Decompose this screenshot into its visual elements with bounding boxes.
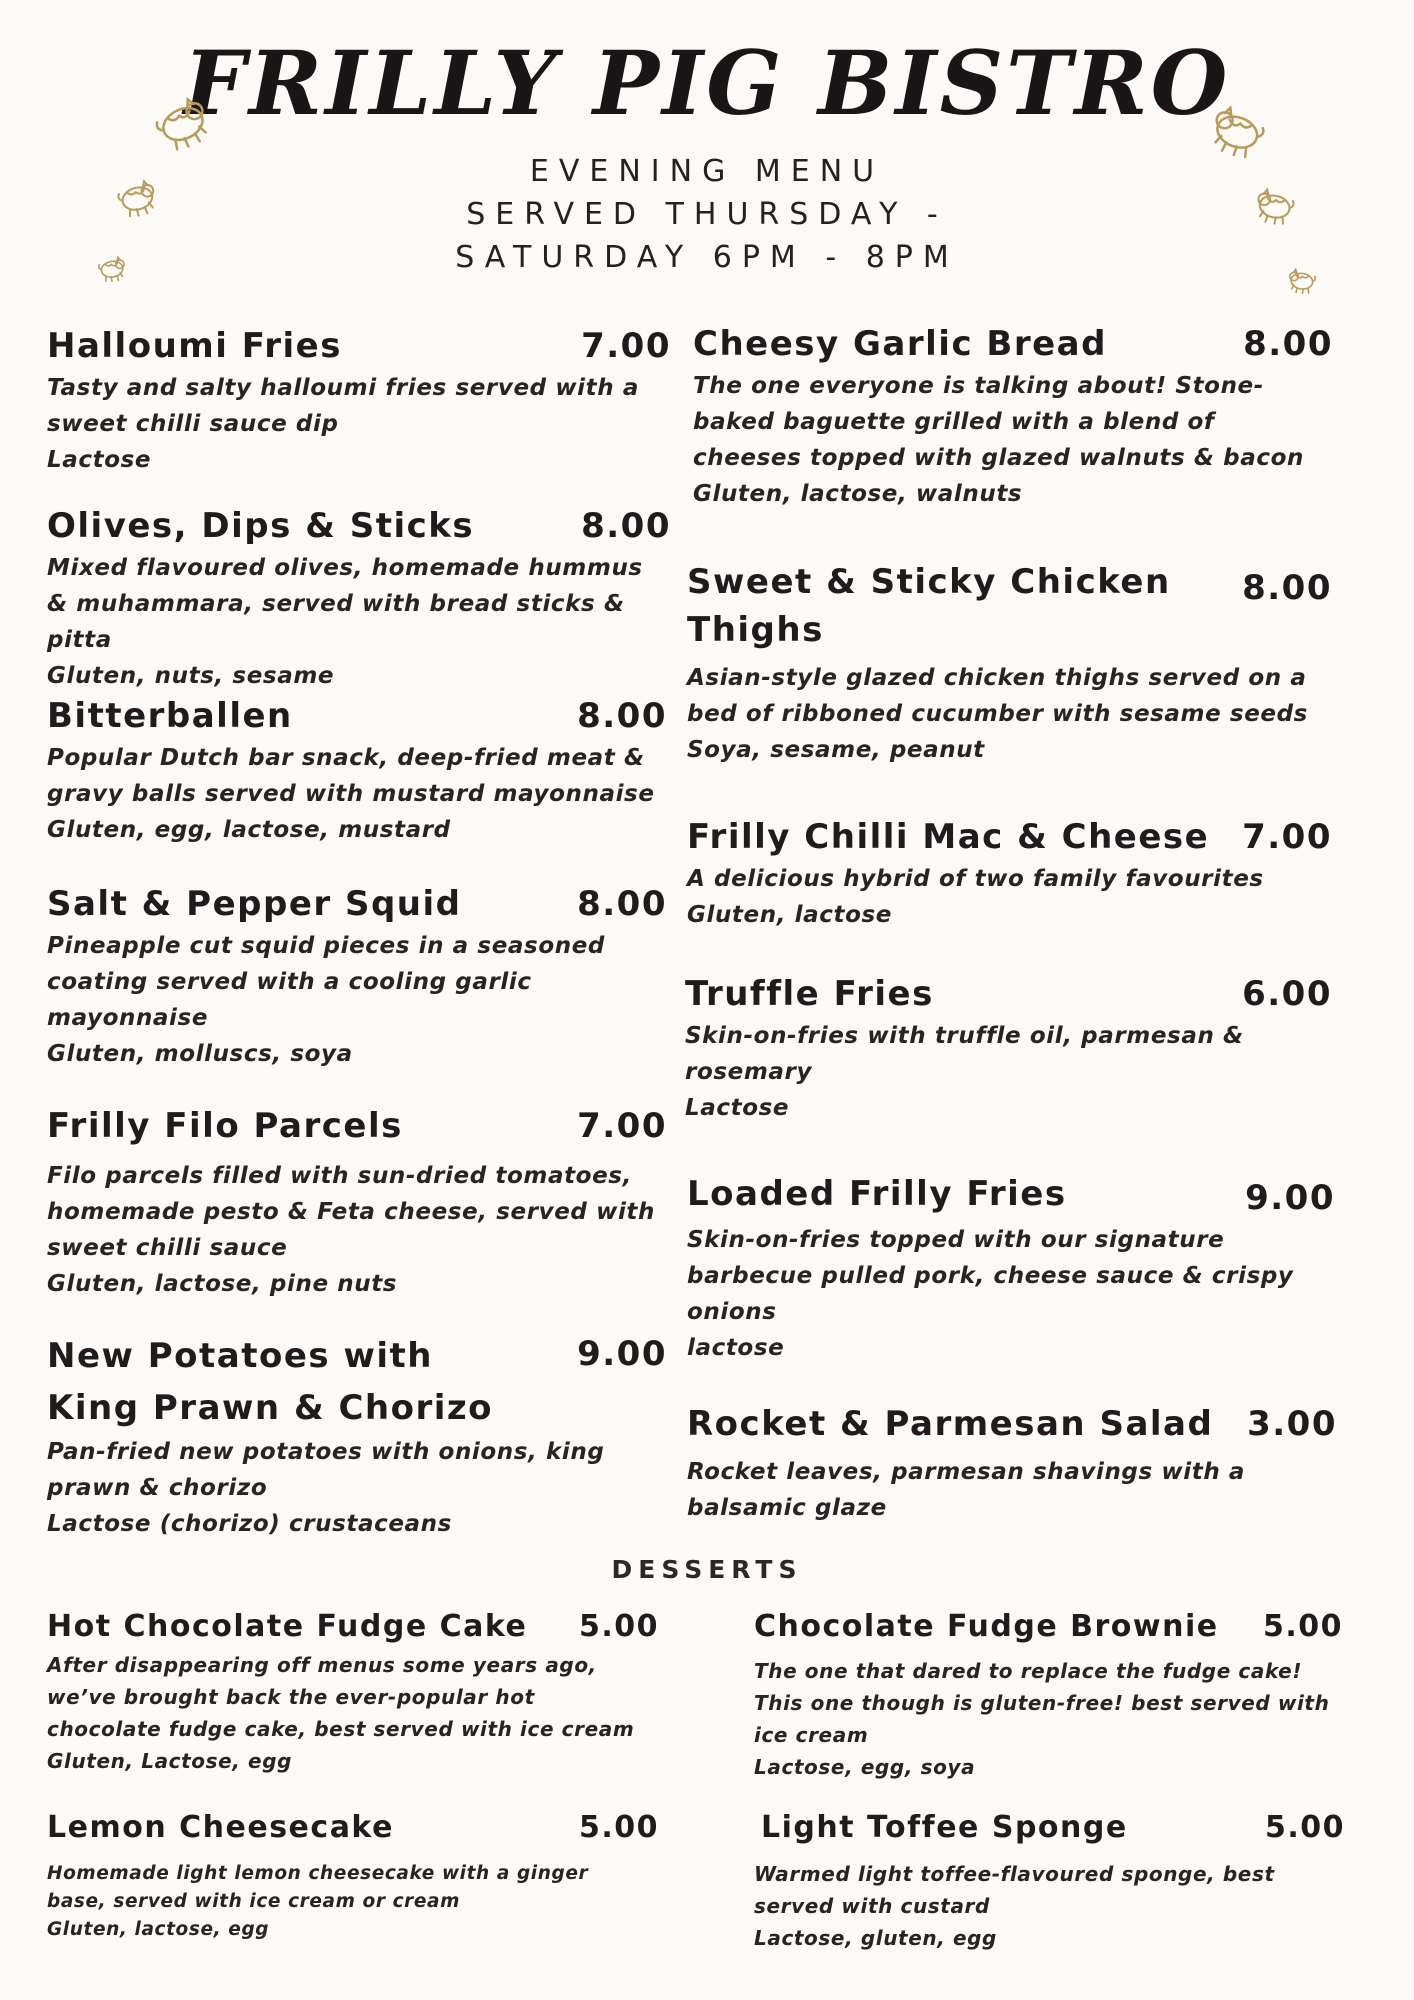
item-price: 7.00: [581, 326, 671, 366]
page-title: FRILLY PIG BISTRO: [183, 31, 1231, 135]
item-description: A delicious hybrid of two family favourites: [687, 866, 1264, 892]
item-description: Warmed light toffee-flavoured sponge, best served with custard: [754, 1862, 1275, 1918]
item-price: 8.00: [1242, 568, 1332, 608]
subtitle-line: SERVED THURSDAY -: [466, 197, 948, 232]
item-name: Frilly Chilli Mac & Cheese: [687, 817, 1210, 857]
menu-item-sweet-sticky-chicken: [687, 558, 1332, 768]
item-price: 7.00: [1242, 817, 1332, 857]
menu-item-new-potatoes: [47, 1330, 667, 1542]
item-description: After disappearing off menus some years ago, we’ve brought back the ever-popular hot chocolate fudge cake, best served with ice cream: [47, 1653, 635, 1741]
menu-item-loaded-frilly-fries: [687, 1170, 1335, 1366]
item-description: Tasty and salty halloumi fries served with a sweet chilli sauce dip: [47, 375, 639, 437]
item-description: The one that dared to replace the fudge cake! This one though is gluten-free! best served with ice cream: [754, 1659, 1330, 1747]
item-allergens: Gluten, Lactose, egg: [47, 1749, 293, 1773]
item-price: 7.00: [577, 1106, 667, 1146]
item-name: Light Toffee Sponge: [761, 1810, 1128, 1845]
item-name: Rocket & Parmesan Salad: [687, 1404, 1214, 1444]
item-name: New Potatoes with King Prawn & Chorizo: [47, 1336, 494, 1428]
item-description: Skin-on-fries with truffle oil, parmesan & rosemary: [685, 1023, 1244, 1085]
item-name: Olives, Dips & Sticks: [47, 506, 475, 546]
item-description: Asian-style glazed chicken thighs served on a bed of ribboned cucumber with sesame seeds: [687, 665, 1308, 727]
item-price: 8.00: [581, 506, 671, 546]
dessert-light-toffee-sponge: [754, 1806, 1345, 1954]
item-price: 8.00: [1243, 324, 1333, 364]
item-allergens: Soya, sesame, peanut: [687, 737, 985, 763]
item-price: 9.00: [577, 1334, 667, 1374]
item-allergens: Gluten, lactose: [687, 902, 892, 928]
item-price: 8.00: [577, 696, 667, 736]
item-allergens: lactose: [687, 1335, 785, 1361]
desserts-heading: DESSERTS: [611, 1555, 803, 1584]
item-allergens: Gluten, lactose, walnuts: [693, 481, 1023, 507]
menu-item-olives-dips-sticks: [47, 502, 671, 694]
menu-subtitle: [0, 150, 1414, 279]
item-allergens: Gluten, nuts, sesame: [47, 663, 335, 689]
item-price: 3.00: [1247, 1404, 1337, 1444]
item-price: 5.00: [578, 1810, 659, 1845]
item-allergens: Gluten, lactose, pine nuts: [47, 1271, 398, 1297]
dessert-lemon-cheesecake: [47, 1806, 659, 1944]
item-allergens: Gluten, lactose, egg: [47, 1919, 270, 1940]
item-price: 6.00: [1242, 974, 1332, 1014]
pig-icon: [1282, 260, 1323, 301]
item-name: Halloumi Fries: [47, 326, 342, 366]
menu-item-cheesy-garlic-bread: [693, 320, 1333, 512]
item-allergens: Lactose: [47, 447, 152, 473]
item-allergens: Lactose (chorizo) crustaceans: [47, 1511, 452, 1537]
item-name: Hot Chocolate Fudge Cake: [47, 1609, 528, 1644]
menu-item-halloumi-fries: [47, 322, 671, 478]
item-allergens: Gluten, egg, lactose, mustard: [47, 817, 451, 843]
item-description: Mixed flavoured olives, homemade hummus & muhammara, served with bread sticks & pitta: [47, 555, 643, 653]
item-allergens: Lactose: [685, 1095, 790, 1121]
item-description: Pineapple cut squid pieces in a seasoned coating served with a cooling garlic mayonnaise: [47, 933, 605, 1031]
pig-icon: [1245, 175, 1304, 234]
pig-icon: [91, 247, 133, 289]
item-description: Skin-on-fries topped with our signature barbecue pulled pork, cheese sauce & crispy onions: [687, 1227, 1294, 1325]
item-name: Chocolate Fudge Brownie: [754, 1609, 1219, 1644]
item-description: Homemade light lemon cheesecake with a ginger base, served with ice cream or cream: [47, 1863, 589, 1912]
item-allergens: Lactose, gluten, egg: [754, 1926, 997, 1950]
item-price: 9.00: [1245, 1178, 1335, 1218]
item-description: Popular Dutch bar snack, deep-fried meat & gravy balls served with mustard mayonnaise: [47, 745, 655, 807]
menu-item-truffle-fries: [685, 970, 1332, 1126]
menu-item-frilly-filo-parcels: [47, 1102, 667, 1302]
item-description: The one everyone is talking about! Stone-baked baguette grilled with a blend of cheeses topped with glazed walnuts & bacon: [693, 373, 1304, 471]
item-description: Filo parcels filled with sun-dried tomatoes, homemade pesto & Feta cheese, served with sweet chilli sauce: [47, 1163, 655, 1261]
menu-item-frilly-chilli-mac: [687, 813, 1332, 933]
dessert-chocolate-fudge-brownie: [754, 1605, 1343, 1783]
subtitle-line: EVENING MENU: [529, 154, 885, 189]
item-name: Loaded Frilly Fries: [687, 1174, 1067, 1214]
item-name: Bitterballen: [47, 696, 293, 736]
item-description: Pan-fried new potatoes with onions, king prawn & chorizo: [47, 1439, 605, 1501]
menu-item-salt-pepper-squid: [47, 880, 667, 1072]
item-price: 5.00: [1264, 1810, 1345, 1845]
subtitle-line: SATURDAY 6PM - 8PM: [455, 240, 959, 275]
menu-item-rocket-parmesan-salad: [687, 1400, 1337, 1526]
item-allergens: Lactose, egg, soya: [754, 1755, 976, 1779]
item-allergens: Gluten, molluscs, soya: [47, 1041, 353, 1067]
item-name: Frilly Filo Parcels: [47, 1106, 403, 1146]
item-name: Lemon Cheesecake: [47, 1810, 394, 1845]
menu-item-bitterballen: [47, 692, 667, 848]
item-price: 5.00: [578, 1609, 659, 1644]
item-price: 8.00: [577, 884, 667, 924]
item-name: Sweet & Sticky Chicken Thighs: [687, 562, 1171, 650]
dessert-hot-chocolate-fudge-cake: [47, 1605, 659, 1777]
item-description: Rocket leaves, parmesan shavings with a balsamic glaze: [687, 1459, 1246, 1521]
item-name: Cheesy Garlic Bread: [693, 324, 1107, 364]
item-name: Truffle Fries: [685, 974, 934, 1014]
item-name: Salt & Pepper Squid: [47, 884, 462, 924]
item-price: 5.00: [1262, 1609, 1343, 1644]
